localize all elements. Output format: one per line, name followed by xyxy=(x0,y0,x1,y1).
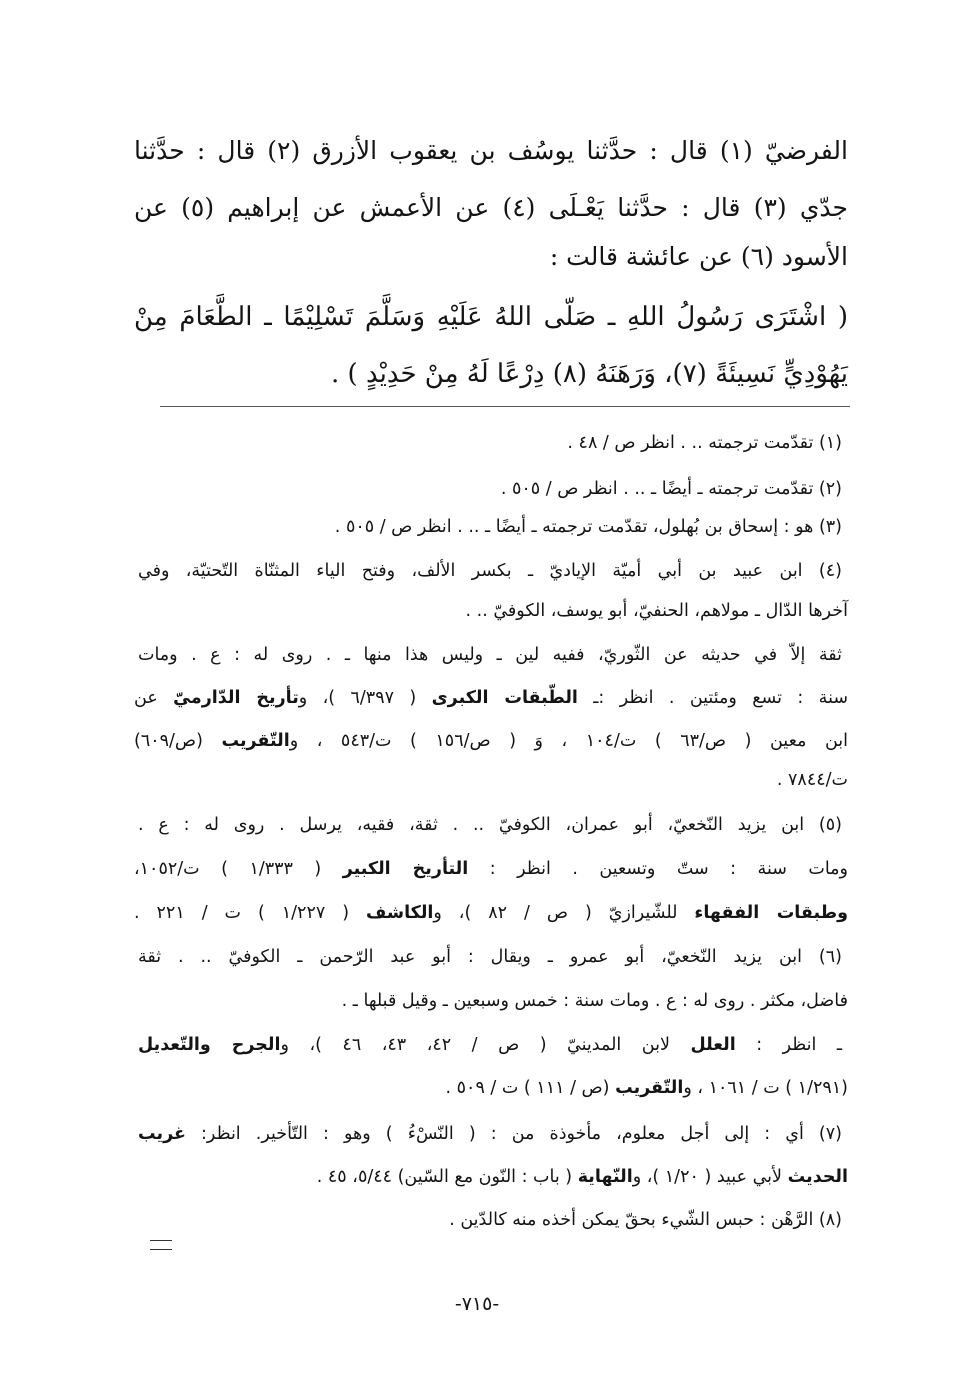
source-tabaqat-fuqaha: وطبقات الفقهاء xyxy=(694,903,848,923)
hadith-line-1: ( اشْتَرَى رَسُولُ اللهِ ـ صَلّى اللهُ عَلَيْهِ وَسَلَّمَ تَسْلِيْمًا ـ الطَّعَامَ مِنْ xyxy=(134,302,848,332)
footnote-5-line-2: ومات سنة : ستّ وتسعين . انظر : التأريخ الكبير ( ١/٣٣٣ ) ت/١٠٥٢، xyxy=(134,859,849,879)
footnote-4-line-3: ثقة إلاّ في حديثه عن الثّوريّ، ففيه لين ـ وليس هذا منها ـ . روى له : ع . ومات xyxy=(138,645,842,665)
footnote-8: (٨) الرَّهْن : حبس الشّيء بحقّ يمكن أخذه منه كالدّين . xyxy=(449,1210,842,1230)
footnote-7-line-1: (٧) أي : إلى أجل معلوم، مأخوذة من : ( النّسْءُ ) وهو : التّأخير. انظر: غريب xyxy=(138,1124,842,1144)
footnote-6-line-3: ـ انظر : العلل لابن المدينيّ ( ص / ٤٢، ٤٣، ٤٦ )، والجرح والتّعديل xyxy=(138,1035,842,1055)
footnote-7-line-2: الحديث لأبي عبيد ( ١/٢٠ )، والنّهاية ( باب : النّون مع السّين) ٥/٤٤، ٤٥ . xyxy=(316,1167,848,1187)
source-tabaqat-kubra: الطّبقات الكبرى xyxy=(431,688,578,708)
hadith-line-2: يَهُوْدِيٍّ نَسِيئَةً (٧)، وَرَهَنَهُ (٨) دِرْعًا لَهُ مِنْ حَدِيْدٍ ) . xyxy=(331,359,848,389)
footnote-5-line-3: وطبقات الفقهاء للشّيرازيّ ( ص / ٨٢ )، والكاشف ( ١/٢٢٧ ) ت / ٢٢١ . xyxy=(134,903,848,923)
footnote-4-line-6: ت/٧٨٤٤ . xyxy=(776,770,848,790)
footnote-4-line-2: آخرها الدّال ـ مولاهم، الحنفيّ، أبو يوسف، الكوفيّ .. . xyxy=(465,601,848,621)
footnote-1: (١) تقدّمت ترجمته .. . انظر ص / ٤٨ . xyxy=(567,433,842,453)
text-line-1: الفرضيّ (١) قال : حدَّثنا يوسُف بن يعقوب الأزرق (٢) قال : حدَّثنا xyxy=(134,136,848,165)
footnote-separator xyxy=(160,406,850,407)
source-taqrib: التّقريب xyxy=(221,731,290,751)
footnote-6-line-1: (٦) ابن يزيد النّخعيّ، أبو عمرو ـ ويقال : أبو عبد الرّحمن ـ الكوفيّ .. . ثقة xyxy=(138,947,842,967)
source-tarikh-darimi: تأريخ الدّارميّ xyxy=(173,688,299,708)
text-line-2: جدّي (٣) قال : حدَّثنا يَعْـلَى (٤) عن الأعمش عن إبراهيم (٥) عن xyxy=(134,193,848,222)
footnote-6-line-2: فاضل، مكثر . روى له : ع . ومات سنة : خمس وسبعين ـ وقيل قبلها ـ . xyxy=(341,991,848,1011)
source-nihaya: النّهاية xyxy=(577,1167,633,1187)
source-tarikh-kabir: التأريخ الكبير xyxy=(342,859,469,879)
footnote-6-line-4: (١/٢٩١ ) ت / ١٠٦١ ، والتّقريب (ص / ١١١ ) ت / ٥٠٩ . xyxy=(445,1078,848,1098)
source-taqrib-2: التّقريب xyxy=(615,1078,684,1098)
continuation-mark xyxy=(150,1240,172,1250)
source-kashif: الكاشف xyxy=(366,903,434,923)
footnote-4-line-4: سنة : تسع ومئتين . انظر :ـ الطّبقات الكبرى ( ٦/٣٩٧ )، وتأريخ الدّارميّ عن xyxy=(134,688,849,708)
footnote-2: (٢) تقدّمت ترجمته ـ أيضًا ـ .. . انظر ص / ٥٠٥ . xyxy=(500,479,842,499)
source-ilal: العلل xyxy=(690,1035,736,1055)
text-line-3: الأسود (٦) عن عائشة قالت : xyxy=(549,242,848,271)
source-gharib-label: غريب xyxy=(138,1124,186,1144)
page-number: -٧١٥- xyxy=(454,1293,500,1315)
source-jarh-tadil: الجرح والتّعديل xyxy=(138,1035,281,1055)
footnote-3: (٣) هو : إسحاق بن بُهلول، تقدّمت ترجمته ـ أيضًا ـ .. . انظر ص / ٥٠٥ . xyxy=(334,517,842,537)
footnote-4-line-5: ابن معين ( ص/٦٣ ) ت/١٠٤ ، وَ ( ص/١٥٦ ) ت/٥٤٣ ، والتّقريب (ص/٦٠٩) xyxy=(134,731,848,751)
footnote-5-line-1: (٥) ابن يزيد النّخعيّ، أبو عمران، الكوفيّ .. . ثقة، فقيه، يرسل . روى له : ع . xyxy=(138,815,842,835)
footnote-4-line-1: (٤) ابن عبيد بن أبي أميّة الإياديّ ـ بكسر الألف، وفتح الياء المثنّاة التّحتيّة، وفي xyxy=(138,561,842,581)
source-gharib-hadith: الحديث xyxy=(787,1167,848,1187)
